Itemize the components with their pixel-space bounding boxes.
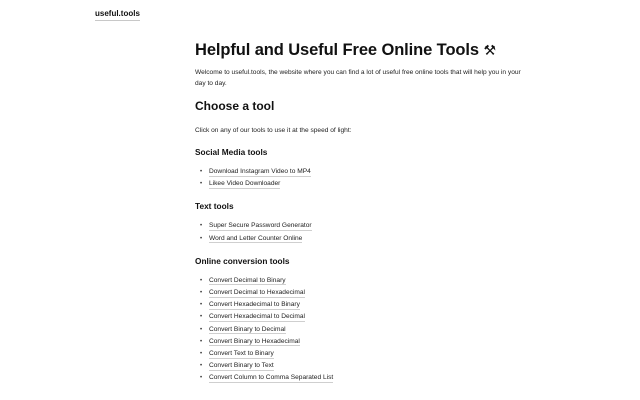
page-title-text: Helpful and Useful Free Online Tools: [195, 41, 479, 59]
list-item: [209, 360, 525, 372]
link-password-generator[interactable]: Super Secure Password Generator: [209, 222, 312, 230]
list-item: [209, 220, 525, 232]
section-heading-conversion: Online conversion tools: [195, 255, 290, 266]
list-item: [209, 336, 525, 348]
link-binary-to-text[interactable]: Convert Binary to Text: [209, 362, 274, 370]
section-heading-text: Text tools: [195, 201, 234, 212]
list-item: [209, 178, 525, 190]
list-item: [209, 299, 525, 311]
link-instagram-downloader[interactable]: Download Instagram Video to MP4: [209, 168, 311, 175]
link-likee-downloader[interactable]: Likee Video Downloader: [209, 180, 281, 188]
link-hex-to-binary[interactable]: Convert Hexadecimal to Binary: [209, 301, 300, 309]
link-binary-to-hex[interactable]: Convert Binary to Hexadecimal: [209, 337, 300, 345]
link-word-counter[interactable]: Word and Letter Counter Online: [209, 234, 303, 242]
intro-text: Welcome to useful.tools, the website where you can find a lot of useful free online tools that will help you in your day to day.: [195, 69, 521, 87]
text-tools-list: [195, 220, 525, 244]
list-item: [209, 166, 525, 178]
list-item: [209, 311, 525, 323]
link-decimal-to-binary[interactable]: Convert Decimal to Binary: [209, 276, 286, 284]
link-text-to-binary[interactable]: Convert Text to Binary: [209, 350, 274, 358]
main-content: [195, 40, 525, 385]
list-item: [209, 348, 525, 360]
list-item: [209, 372, 525, 384]
choose-text: Click on any of our tools to use it at the speed of light:: [195, 127, 352, 134]
link-column-to-csv[interactable]: Convert Column to Comma Separated List: [209, 374, 334, 382]
site-logo-link[interactable]: useful.tools: [95, 9, 140, 21]
hammer-pick-icon: ⚒: [483, 42, 496, 58]
choose-heading: Choose a tool: [195, 99, 275, 113]
link-hex-to-decimal[interactable]: Convert Hexadecimal to Decimal: [209, 313, 306, 321]
page-title: [195, 40, 525, 61]
link-decimal-to-hex[interactable]: Convert Decimal to Hexadecimal: [209, 289, 306, 297]
conversion-tools-list: [195, 275, 525, 385]
list-item: [209, 324, 525, 336]
list-item: [209, 287, 525, 299]
social-tools-list: [195, 166, 525, 190]
list-item: [209, 275, 525, 287]
section-heading-social: Social Media tools: [195, 147, 268, 157]
list-item: [209, 233, 525, 245]
link-binary-to-decimal[interactable]: Convert Binary to Decimal: [209, 325, 286, 333]
